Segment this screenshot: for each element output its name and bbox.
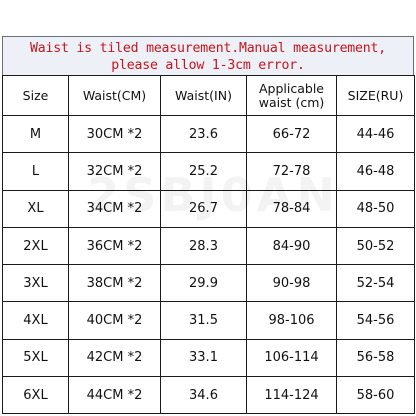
cell-size: XL: [3, 190, 69, 227]
cell-size-ru: 44-46: [337, 116, 415, 153]
cell-waist-in: 23.6: [161, 116, 247, 153]
table-row: [3, 190, 415, 227]
header-waist-cm: Waist(CM): [69, 76, 161, 116]
size-table: [2, 75, 415, 414]
cell-waist-in: 31.5: [161, 302, 247, 339]
cell-waist-in: 26.7: [161, 190, 247, 227]
cell-waist-cm: 40CM *2: [69, 302, 161, 339]
cell-waist-in: 29.9: [161, 265, 247, 302]
header-waist-in: Waist(IN): [161, 76, 247, 116]
table-row: [3, 377, 415, 414]
cell-waist-cm: 38CM *2: [69, 265, 161, 302]
cell-size-ru: 50-52: [337, 227, 415, 264]
cell-waist-in: 33.1: [161, 339, 247, 376]
cell-waist-in: 28.3: [161, 227, 247, 264]
cell-waist-in: 25.2: [161, 153, 247, 190]
cell-size: L: [3, 153, 69, 190]
table-header-row: [3, 76, 415, 116]
table-row: [3, 302, 415, 339]
table-row: [3, 265, 415, 302]
cell-applicable-waist: 66-72: [247, 116, 337, 153]
header-applicable-waist: Applicable waist (cm): [247, 76, 337, 116]
cell-size: M: [3, 116, 69, 153]
cell-applicable-waist: 72-78: [247, 153, 337, 190]
cell-applicable-waist: 84-90: [247, 227, 337, 264]
cell-size: 6XL: [3, 377, 69, 414]
cell-size: 2XL: [3, 227, 69, 264]
cell-waist-cm: 34CM *2: [69, 190, 161, 227]
cell-applicable-waist: 106-114: [247, 339, 337, 376]
cell-size-ru: 58-60: [337, 377, 415, 414]
cell-waist-cm: 30CM *2: [69, 116, 161, 153]
cell-applicable-waist: 114-124: [247, 377, 337, 414]
table-body: [3, 116, 415, 414]
cell-waist-cm: 32CM *2: [69, 153, 161, 190]
cell-size-ru: 46-48: [337, 153, 415, 190]
notice-line-1: Waist is tiled measurement.Manual measurement,: [29, 41, 387, 56]
cell-size: 4XL: [3, 302, 69, 339]
notice-line-2: please allow 1-3cm error.: [111, 58, 305, 73]
table-row: [3, 339, 415, 376]
cell-size: 3XL: [3, 265, 69, 302]
measurement-notice: [2, 36, 414, 76]
cell-size-ru: 52-54: [337, 265, 415, 302]
header-size-ru: SIZE(RU): [337, 76, 415, 116]
cell-waist-cm: 36CM *2: [69, 227, 161, 264]
cell-waist-cm: 44CM *2: [69, 377, 161, 414]
cell-waist-in: 34.6: [161, 377, 247, 414]
cell-applicable-waist: 98-106: [247, 302, 337, 339]
table-row: [3, 116, 415, 153]
table-row: [3, 227, 415, 264]
cell-waist-cm: 42CM *2: [69, 339, 161, 376]
table-row: [3, 153, 415, 190]
cell-size-ru: 48-50: [337, 190, 415, 227]
header-size: Size: [3, 76, 69, 116]
cell-size-ru: 54-56: [337, 302, 415, 339]
cell-applicable-waist: 78-84: [247, 190, 337, 227]
cell-applicable-waist: 90-98: [247, 265, 337, 302]
cell-size-ru: 56-58: [337, 339, 415, 376]
cell-size: 5XL: [3, 339, 69, 376]
